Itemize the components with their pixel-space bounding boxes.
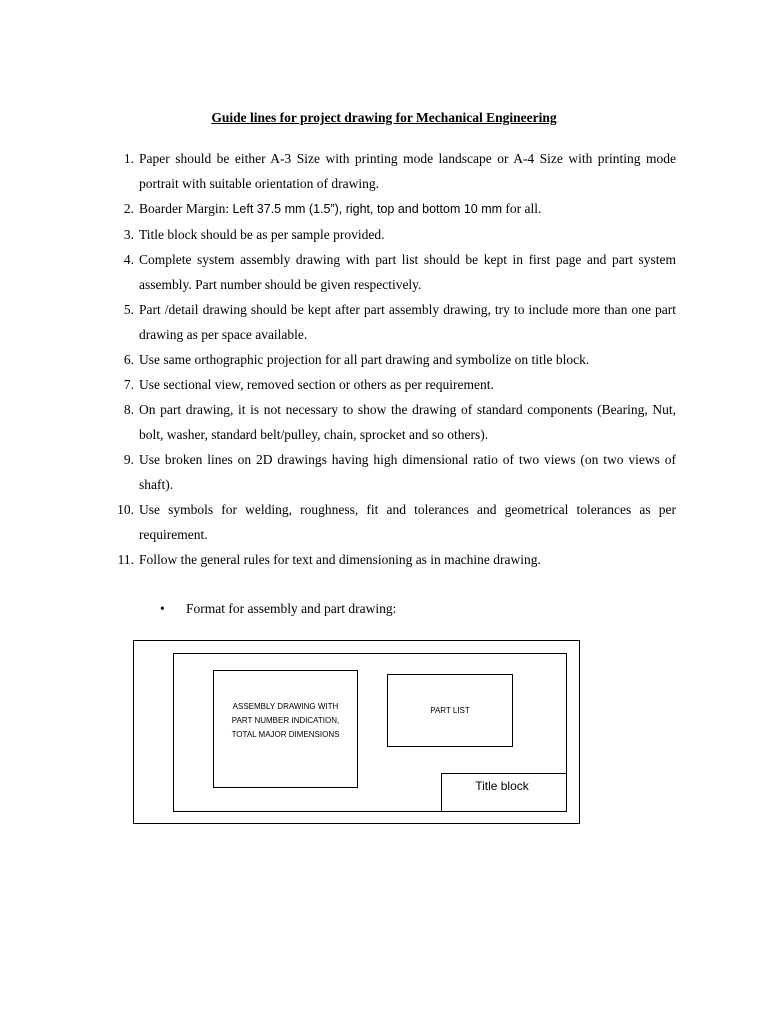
part-list-label: PART LIST [430, 706, 470, 715]
list-item [110, 297, 676, 347]
item-number: 1. [123, 151, 134, 166]
item-number: 5. [123, 302, 134, 317]
list-item [110, 196, 676, 222]
sheet-margin-border [173, 653, 567, 812]
item-text: Follow the general rules for text and dimensioning as in machine drawing. [139, 552, 541, 567]
item-text-margins: Left 37.5 mm (1.5”), right, top and bottom 10 mm [232, 202, 503, 216]
item-text: Boarder Margin: [139, 201, 233, 216]
list-item [110, 497, 676, 547]
list-item [110, 547, 676, 572]
format-bullet [160, 601, 396, 617]
item-number: 3. [123, 227, 134, 242]
bullet-text: Format for assembly and part drawing: [186, 601, 397, 616]
bullet-icon: • [160, 601, 165, 616]
item-text: Use same orthographic projection for all part drawing and symbolize on title block. [139, 352, 590, 367]
list-item [110, 372, 676, 397]
title-block-label: Title block [475, 779, 529, 793]
item-text-tail: for all. [502, 201, 542, 216]
item-number: 10. [117, 502, 134, 517]
item-text: Use symbols for welding, roughness, fit and tolerances and geometrical tolerances as per requirement. [139, 502, 676, 542]
assembly-drawing-box [213, 670, 358, 788]
item-number: 8. [123, 402, 134, 417]
item-number: 6. [123, 352, 134, 367]
item-text: On part drawing, it is not necessary to show the drawing of standard components (Bearing, Nut, bolt, washer, standard belt/pulley, chain, sprocket and so others). [139, 402, 676, 442]
item-text: Title block should be as per sample provided. [139, 227, 385, 242]
guideline-list [110, 146, 676, 572]
page-title: Guide lines for project drawing for Mechanical Engineering [211, 110, 557, 125]
list-item [110, 146, 676, 196]
item-number: 9. [123, 452, 134, 467]
list-item [110, 222, 676, 247]
list-item [110, 247, 676, 297]
item-number: 2. [123, 201, 134, 216]
title-block-box [441, 773, 567, 812]
item-text: Use broken lines on 2D drawings having high dimensional ratio of two views (on two views of shaft). [139, 452, 676, 492]
item-text: Use sectional view, removed section or others as per requirement. [139, 377, 494, 392]
assembly-label-line1: ASSEMBLY DRAWING WITH [232, 702, 339, 711]
item-text: Part /detail drawing should be kept after part assembly drawing, try to include more than one part drawing as per space available. [139, 302, 676, 342]
item-text: Complete system assembly drawing with part list should be kept in first page and part system assembly. Part number should be given respectively. [139, 252, 676, 292]
sheet-outer-border [133, 640, 580, 824]
list-item [110, 397, 676, 447]
assembly-label-line2: PART NUMBER INDICATION, [231, 716, 340, 725]
item-number: 7. [123, 377, 134, 392]
assembly-label-line3: TOTAL MAJOR DIMENSIONS [231, 730, 340, 739]
item-number: 11. [117, 552, 134, 567]
list-item [110, 447, 676, 497]
part-list-box [387, 674, 513, 747]
item-text: Paper should be either A-3 Size with printing mode landscape or A-4 Size with printing mode portrait with suitable orientation of drawing. [139, 151, 676, 191]
item-number: 4. [123, 252, 134, 267]
list-item [110, 347, 676, 372]
